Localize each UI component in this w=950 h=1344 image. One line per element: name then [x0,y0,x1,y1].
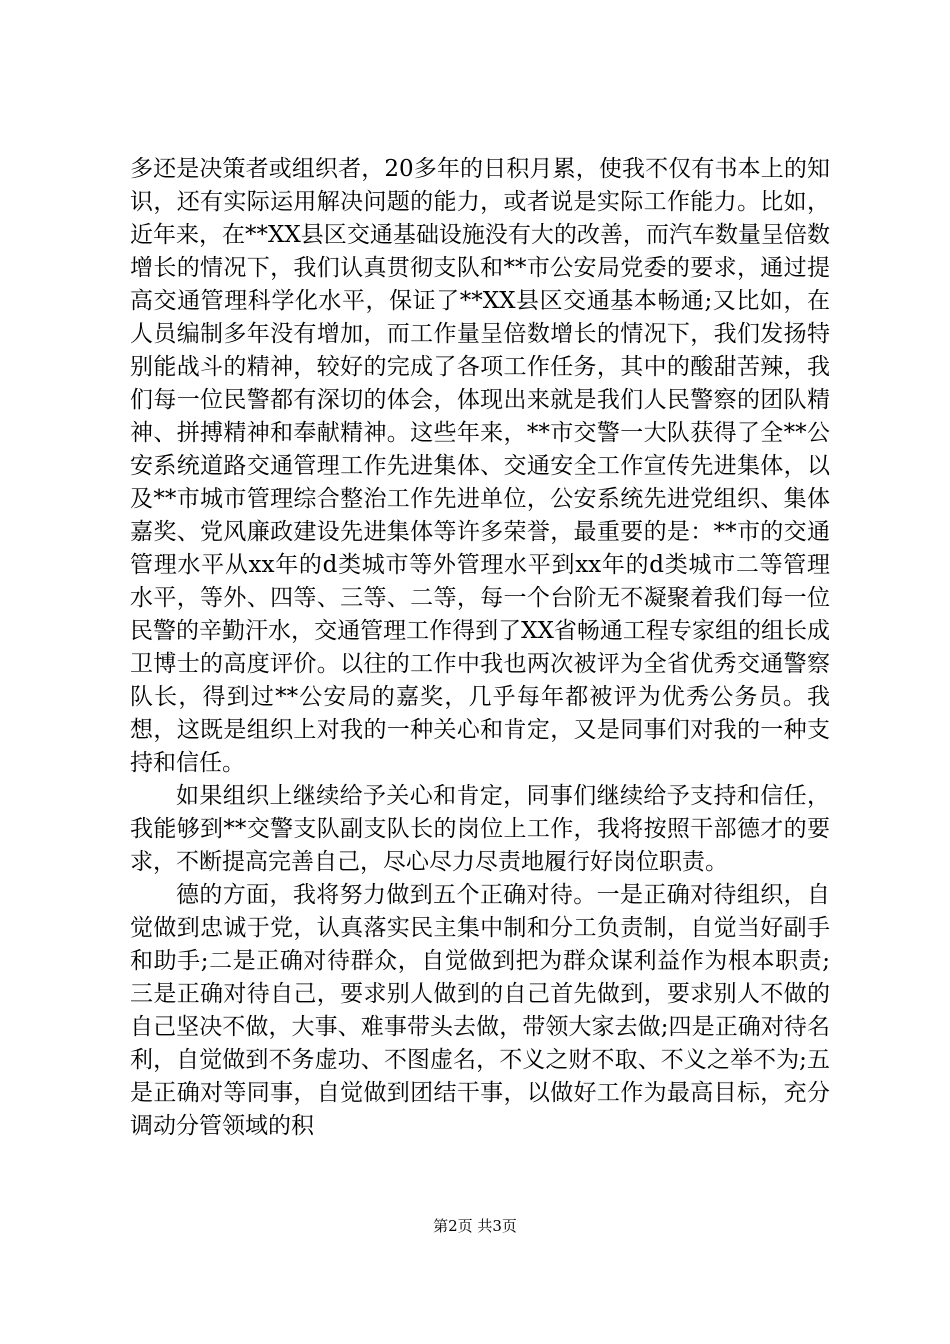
paragraph-2: 如果组织上继续给予关心和肯定，同事们继续给予支持和信任，我能够到**交警支队副支队长的岗位上工作，我将按照干部德才的要求，不断提高完善自己，尽心尽力尽责地履行好岗位职责。 [130,783,830,875]
paragraph-1: 多还是决策者或组织者，20多年的日积月累，使我不仅有书本上的知识，还有实际运用解决问题的能力，或者说是实际工作能力。比如，近年来，在**XX县区交通基础设施没有大的改善，而汽车数量呈倍数增长的情况下，我们认真贯彻支队和**市公安局党委的要求，通过提高交通管理科学化水平，保证了**XX县区交通基本畅通;又比如，在人员编制多年没有增加，而工作量呈倍数增长的情况下，我们发扬特别能战斗的精神，较好的完成了各项工作任务，其中的酸甜苦辣，我们每一位民警都有深切的体会，体现出来就是我们人民警察的团队精神、拼搏精神和奉献精神。这些年来，**市交警一大队获得了全**公安系统道路交通管理工作先进集体、交通安全工作宣传先进集体，以及**市城市管理综合整治工作先进单位，公安系统先进党组织、集体嘉奖、党风廉政建设先进集体等许多荣誉，最重要的是：**市的交通管理水平从xx年的d类城市等外管理水平到xx年的d类城市二等管理水平，等外、四等、三等、二等，每一个台阶无不凝聚着我们每一位民警的辛勤汗水，交通管理工作得到了XX省畅通工程专家组的组长成卫博士的高度评价。以往的工作中我也两次被评为全省优秀交通警察队长，得到过**公安局的嘉奖，几乎每年都被评为优秀公务员。我想，这既是组织上对我的一种关心和肯定，又是同事们对我的一种支持和信任。 [130,156,830,776]
document-body [130,153,830,1143]
paragraph-3: 德的方面，我将努力做到五个正确对待。一是正确对待组织，自觉做到忠诚于党，认真落实民主集中制和分工负责制，自觉当好副手和助手;二是正确对待群众，自觉做到把为群众谋利益作为根本职责;三是正确对待自己，要求别人做到的自己首先做到，要求别人不做的自己坚决不做，大事、难事带头去做，带领大家去做;四是正确对待名利，自觉做到不务虚功、不图虚名，不义之财不取、不义之举不为;五是正确对等同事，自觉做到团结干事，以做好工作为最高目标，充分调动分管领域的积 [130,882,830,1139]
page-number-footer: 第2页 共3页 [433,1217,517,1235]
